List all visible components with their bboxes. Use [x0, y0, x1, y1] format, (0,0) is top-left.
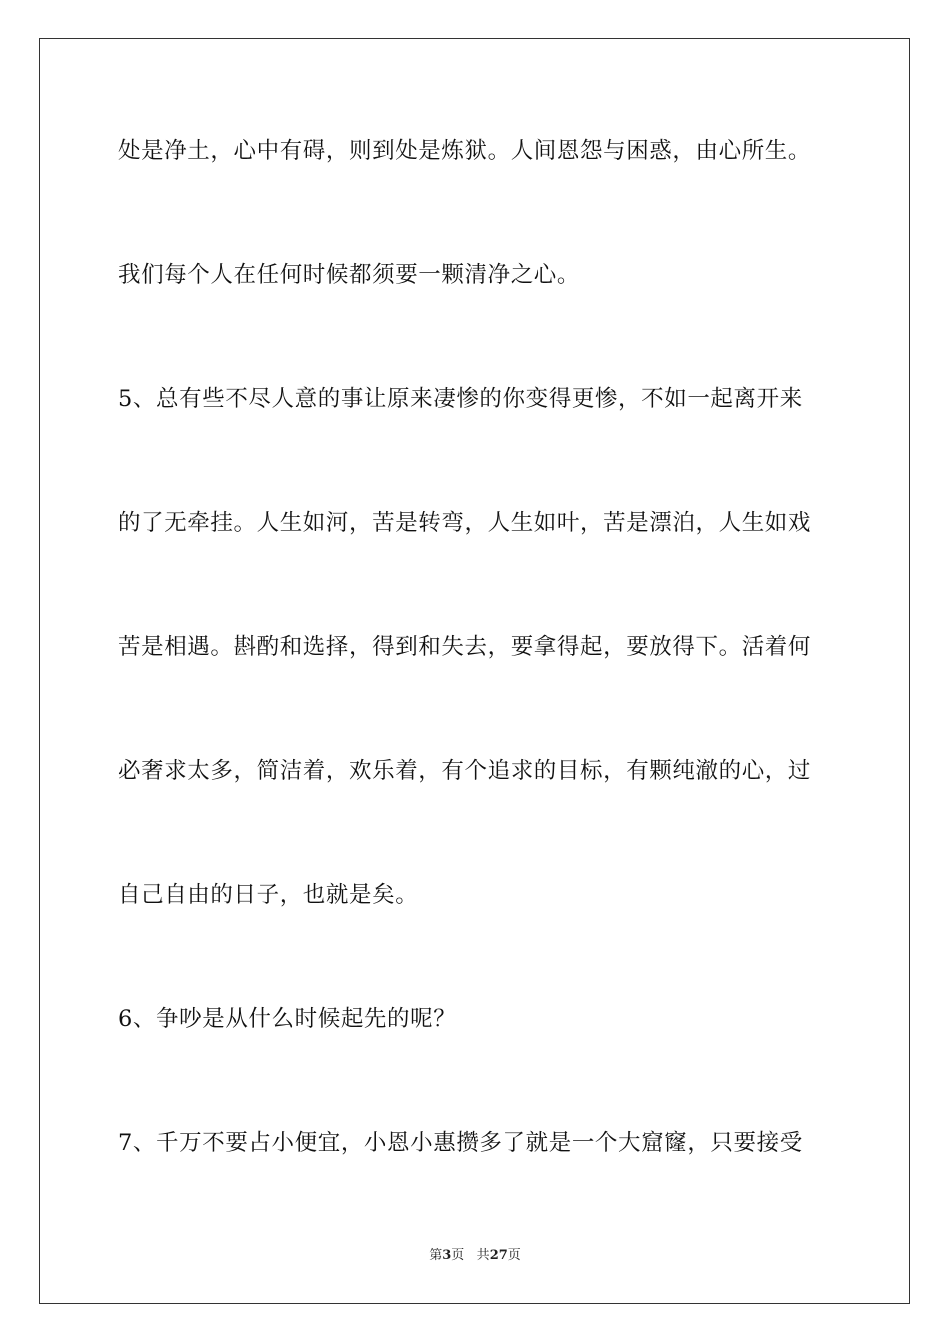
- page-border: [39, 38, 910, 1304]
- footer-total-pages: 27: [489, 1248, 508, 1263]
- footer-page-prefix: 第: [429, 1248, 443, 1263]
- body-line-2: 我们每个人在任何时候都须要一颗清净之心。: [118, 262, 581, 288]
- body-line-1: 处是净土，心中有碍，则到处是炼狱。人间恩怨与困惑，由心所生。: [118, 138, 812, 164]
- footer-total-prefix: 共: [476, 1248, 490, 1263]
- footer-total-suffix: 页: [507, 1248, 521, 1263]
- footer-current-page: 3: [442, 1248, 452, 1263]
- body-line-5: 苦是相遇。斟酌和选择，得到和失去，要拿得起，要放得下。活着何: [118, 634, 812, 660]
- body-line-8: 6、争吵是从什么时候起先的呢？: [118, 1006, 457, 1032]
- body-line-4: 的了无牵挂。人生如河，苦是转弯，人生如叶，苦是漂泊，人生如戏: [118, 510, 812, 536]
- body-line-9: 7、千万不要占小便宜，小恩小惠攒多了就是一个大窟窿，只要接受: [118, 1130, 803, 1156]
- body-line-3: 5、总有些不尽人意的事让原来凄惨的你变得更惨，不如一起离开来: [118, 386, 803, 412]
- footer-page-suffix: 页: [451, 1248, 465, 1263]
- body-line-7: 自己自由的日子，也就是矣。: [118, 882, 419, 908]
- body-line-6: 必奢求太多，简洁着，欢乐着，有个追求的目标，有颗纯澈的心，过: [118, 758, 812, 784]
- page-footer: [0, 1247, 950, 1265]
